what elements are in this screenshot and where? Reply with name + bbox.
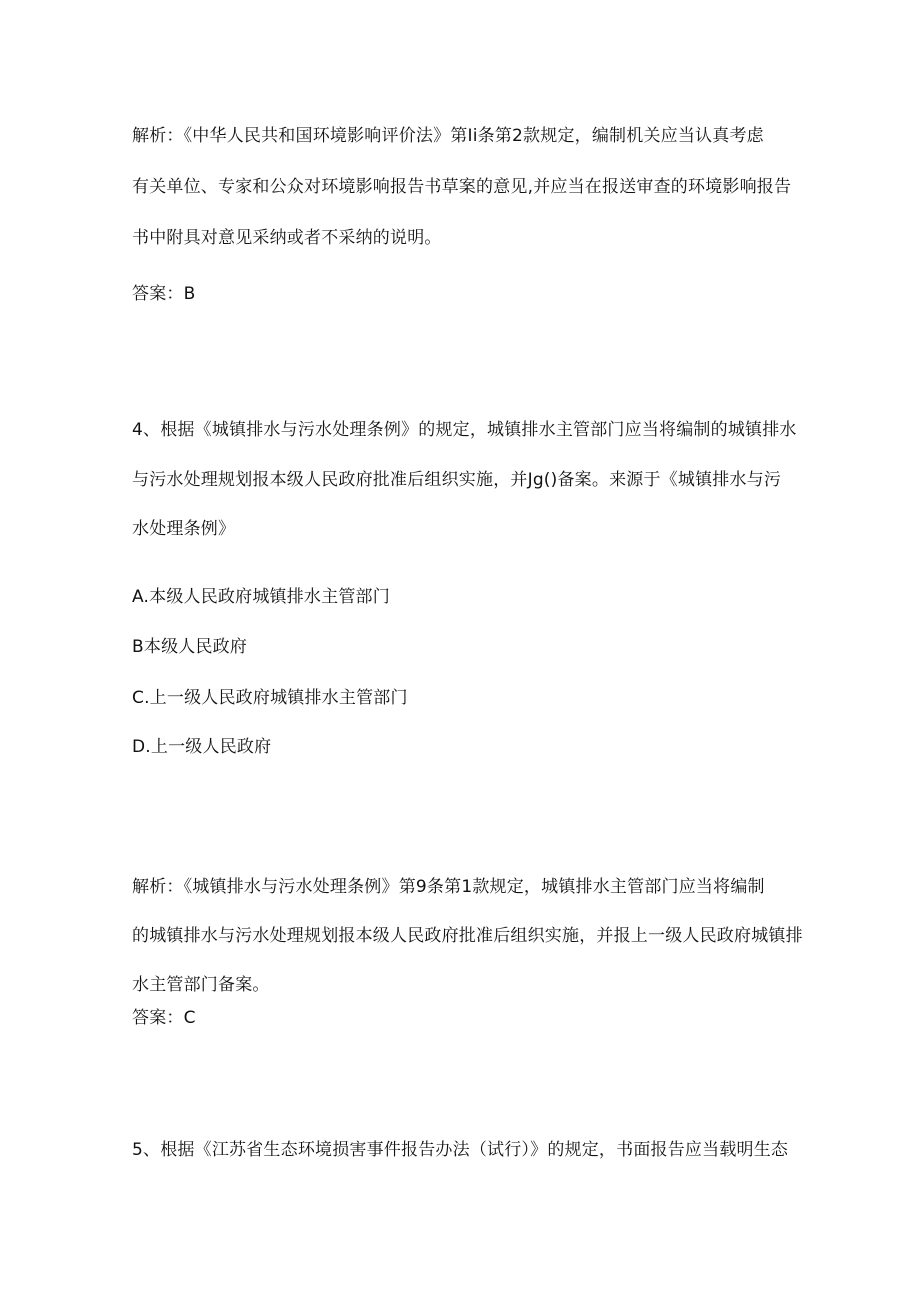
q3-analysis-line-2: 有关单位、专家和公众对环境影响报告书草案的意见,并应当在报送审查的环境影响报告 [132,177,792,197]
q4-stem-line-2: 与污水处理规划报本级人民政府批准后组织实施，并Jg()备案。来源于《城镇排水与污 [132,470,782,490]
q4-answer: 答案：C [132,1008,196,1028]
q5-stem-line-1: 5、根据《江苏省生态环境损害事件报告办法（试行）》的规定，书面报告应当载明生态 [132,1140,789,1160]
q3-answer: 答案：B [132,284,196,304]
q4-option-a: A.本级人民政府城镇排水主管部门 [132,587,390,607]
q4-analysis-line-1: 解析：《城镇排水与污水处理条例》第9条第1款规定，城镇排水主管部门应当将编制 [132,877,765,897]
q4-option-b: B本级人民政府 [132,637,248,657]
q4-option-c: C.上一级人民政府城镇排水主管部门 [132,688,408,708]
q4-stem-line-1: 4、根据《城镇排水与污水处理条例》的规定，城镇排水主管部门应当将编制的城镇排水 [132,420,797,440]
q3-analysis-line-1: 解析：《中华人民共和国环境影响评价法》第Ii条第2款规定，编制机关应当认真考虑 [132,126,764,146]
q4-stem-line-3: 水处理条例》 [132,519,236,539]
q4-analysis-line-3: 水主管部门备案。 [132,975,270,995]
q3-analysis-line-3: 书中附具对意见采纳或者不采纳的说明。 [132,228,442,248]
q4-analysis-line-2: 的城镇排水与污水处理规划报本级人民政府批准后组织实施，并报上一级人民政府城镇排 [132,926,803,946]
q4-option-d: D.上一级人民政府 [132,737,272,757]
